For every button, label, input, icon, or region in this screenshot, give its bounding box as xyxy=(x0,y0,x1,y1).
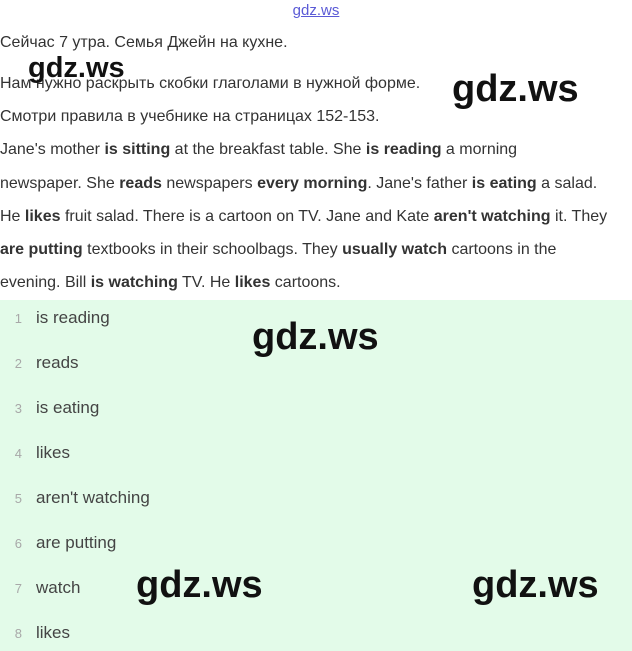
verb-bold: likes xyxy=(24,208,61,225)
answer-text: aren't watching xyxy=(36,488,150,507)
text-span: newspapers xyxy=(161,175,258,192)
answer-text: likes xyxy=(36,623,71,642)
answer-item xyxy=(0,576,80,600)
answer-number: 7 xyxy=(14,580,22,596)
answer-number: 3 xyxy=(14,400,22,416)
answer-number: 5 xyxy=(14,490,22,506)
text-span: cartoons. xyxy=(270,274,341,291)
watermark: gdz.ws xyxy=(472,564,599,606)
passage-line-3 xyxy=(0,207,607,227)
verb-bold: is eating xyxy=(471,175,537,192)
answer-item xyxy=(0,351,79,375)
text-span: evening. Bill xyxy=(0,274,91,291)
text-span: cartoons in the xyxy=(447,241,557,258)
text-span: Jane's mother xyxy=(0,141,105,158)
answer-text: is eating xyxy=(36,398,100,417)
verb-bold: is reading xyxy=(365,141,442,158)
answer-number: 1 xyxy=(14,310,22,326)
text-span: it. They xyxy=(550,208,608,225)
verb-bold: likes xyxy=(234,274,271,291)
passage-line-1 xyxy=(0,140,517,160)
answer-text: is reading xyxy=(36,308,110,327)
answer-number: 4 xyxy=(14,445,22,461)
intro-line-3: Смотри правила в учебнике на страницах 152-153. xyxy=(0,108,380,125)
answer-item xyxy=(0,621,70,645)
answer-text: reads xyxy=(36,353,79,372)
watermark: gdz.ws xyxy=(452,68,579,110)
passage-line-4 xyxy=(0,240,556,260)
answer-item xyxy=(0,531,116,555)
answer-text: are putting xyxy=(36,533,117,552)
intro-line-1: Сейчас 7 утра. Семья Джейн на кухне. xyxy=(0,34,288,51)
answer-item xyxy=(0,396,99,420)
verb-bold: is sitting xyxy=(104,141,171,158)
site-link[interactable]: gdz.ws xyxy=(292,2,340,19)
passage-line-2 xyxy=(0,174,597,194)
text-span: . Jane's father xyxy=(367,175,472,192)
verb-bold: are putting xyxy=(0,241,83,258)
text-span: He xyxy=(0,208,25,225)
answer-number: 8 xyxy=(14,625,22,641)
answer-text: watch xyxy=(36,578,81,597)
verb-bold: usually watch xyxy=(342,241,447,258)
intro-line-2: Нам нужно раскрыть скобки глаголами в нужной форме. xyxy=(0,75,421,92)
text-span: textbooks in their schoolbags. They xyxy=(82,241,343,258)
text-span: fruit salad. There is a cartoon on TV. Jane and Kate xyxy=(60,208,434,225)
answer-text: likes xyxy=(36,443,71,462)
answer-number: 2 xyxy=(14,355,22,371)
verb-bold: reads xyxy=(119,175,162,192)
text-span: newspaper. She xyxy=(0,175,120,192)
watermark: gdz.ws xyxy=(28,52,125,84)
text-span: a salad. xyxy=(536,175,598,192)
verb-bold: every morning xyxy=(257,175,368,192)
passage-line-5 xyxy=(0,273,341,293)
text-span: TV. He xyxy=(177,274,235,291)
answer-item xyxy=(0,441,70,465)
text-span: a morning xyxy=(441,141,518,158)
watermark: gdz.ws xyxy=(252,316,379,358)
answer-number: 6 xyxy=(14,535,22,551)
verb-bold: is watching xyxy=(90,274,178,291)
answer-item xyxy=(0,486,150,510)
text-span: at the breakfast table. She xyxy=(170,141,366,158)
answer-item xyxy=(0,306,110,330)
watermark: gdz.ws xyxy=(136,564,263,606)
verb-bold: aren't watching xyxy=(433,208,551,225)
